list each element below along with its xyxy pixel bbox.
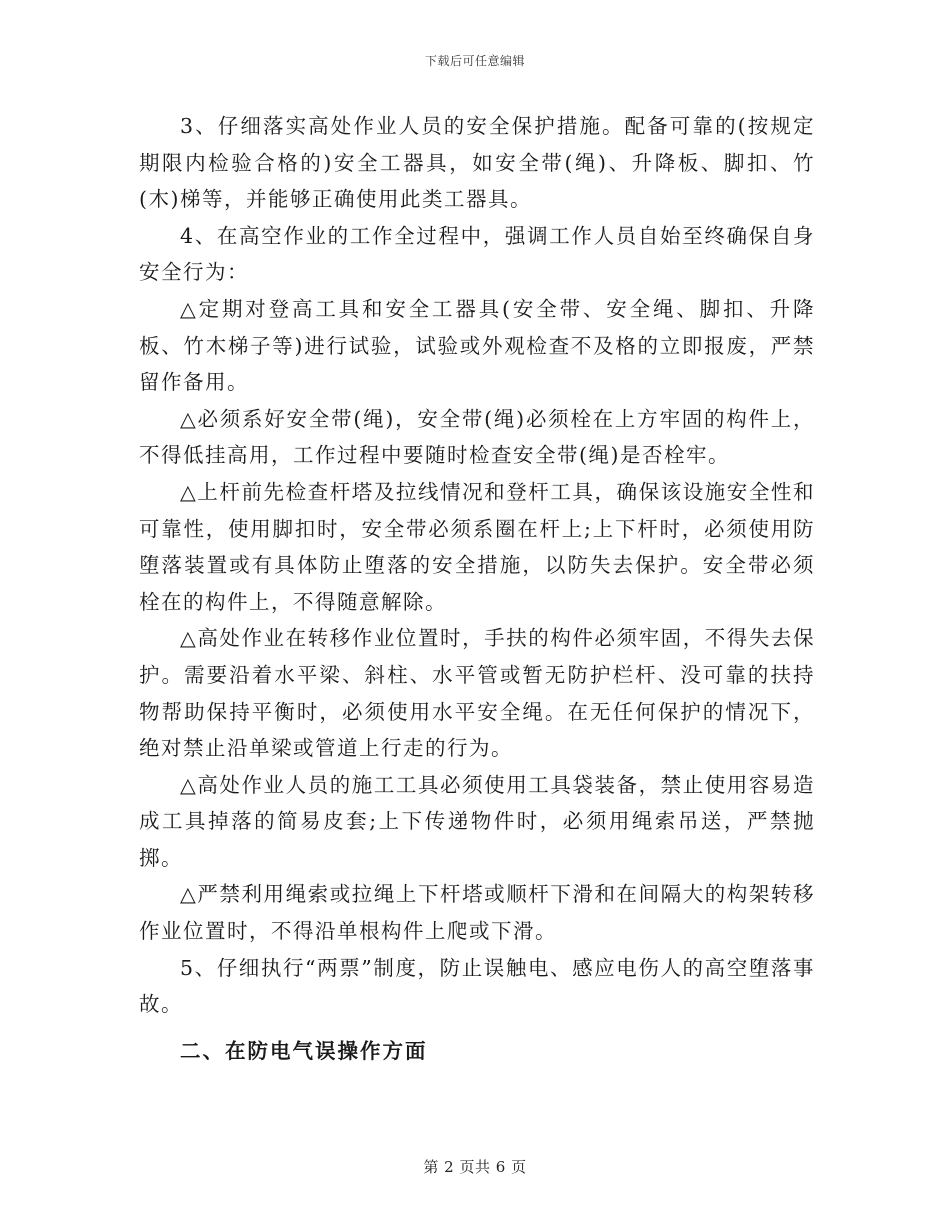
paragraph-tool-bag: △高处作业人员的施工工具必须使用工具袋装备，禁止使用容易造成工具掉落的简易皮套;上下传递物件时，必须用绳索吊送，严禁抛掷。 [139,772,815,870]
paragraph-item-5: 5、仔细执行“两票”制度，防止误触电、感应电伤人的高空堕落事故。 [139,955,815,1017]
paragraph-moving-position: △高处作业在转移作业位置时，手扶的构件必须牢固，不得失去保护。需要沿着水平梁、斜柱、水平管或暂无防护栏杆、没可靠的扶持物帮助保持平衡时，必须使用水平安全绳。在无任何保护的情况下，绝对禁止沿单梁或管道上行走的行为。 [139,626,815,761]
paragraph-regular-inspection: △定期对登高工具和安全工器具(安全带、安全绳、脚扣、升降板、竹木梯子等)进行试验，试验或外观检查不及格的立即报废，严禁留作备用。 [139,296,815,395]
document-body [139,108,815,1069]
paragraph-safety-belt: △必须系好安全带(绳)，安全带(绳)必须栓在上方牢固的构件上，不得低挂高用，工作过程中要随时检查安全带(绳)是否栓牢。 [139,406,815,468]
paragraph-rope-prohibition: △严禁利用绳索或拉绳上下杆塔或顺杆下滑和在间隔大的构架转移作业位置时，不得沿单根构件上爬或下滑。 [139,882,815,944]
paragraph-climbing-check: △上杆前先检查杆塔及拉线情况和登杆工具，确保该设施安全性和可靠性，使用脚扣时，安全带必须系圈在杆上;上下杆时，必须使用防堕落装置或有具体防止堕落的安全措施，以防失去保护。安全带必须栓在的构件上，不得随意解除。 [139,479,815,614]
page-footer: 第 2 页共 6 页 [423,1158,527,1176]
page-header: 下载后可任意编辑 [424,54,525,68]
paragraph-item-3: 3、仔细落实高处作业人员的安全保护措施。配备可靠的(按规定期限内检验合格的)安全工器具，如安全带(绳)、升降板、脚扣、竹(木)梯等，并能够正确使用此类工器具。 [139,114,815,212]
paragraph-item-4: 4、在高空作业的工作全过程中，强调工作人员自始至终确保自身安全行为： [139,223,815,285]
section-heading: 二、在防电气误操作方面 [180,1038,428,1063]
